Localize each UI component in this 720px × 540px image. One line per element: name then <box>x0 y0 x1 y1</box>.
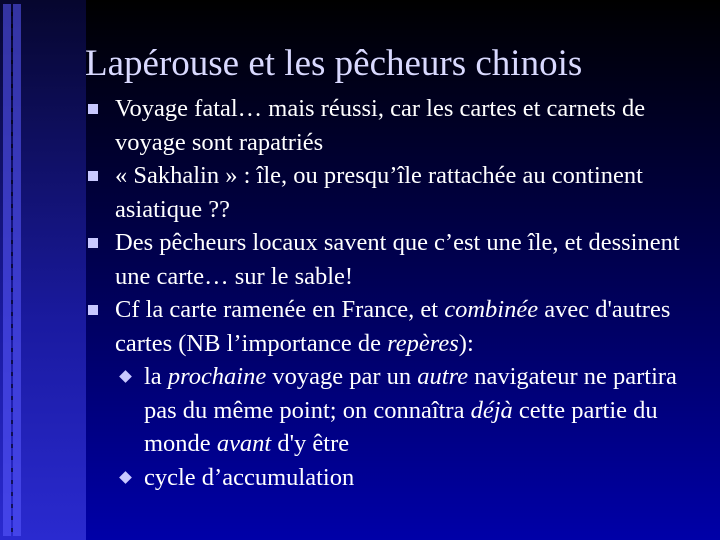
bullet-item-4 <box>85 293 695 360</box>
sub-bullet-item-2 <box>85 461 695 495</box>
emphasized-text: déjà <box>470 396 513 424</box>
diamond-bullet-icon <box>119 370 132 383</box>
text-segment: navigateur ne partira pas du même point; on connaîtra <box>144 363 677 424</box>
text-segment: Des pêcheurs locaux savent que c’est une île, et dessinent une carte… sur le sable! <box>115 229 680 290</box>
emphasized-text: autre <box>417 363 469 390</box>
emphasized-text: prochaine <box>167 363 267 390</box>
square-bullet-icon <box>88 104 98 114</box>
bullet-item-1 <box>85 92 695 159</box>
bullet-item-3 <box>85 226 695 293</box>
text-segment: cette partie du monde <box>144 396 658 457</box>
text-segment: Cf la carte ramenée en France, et <box>115 296 445 323</box>
emphasized-text: repères <box>387 329 459 357</box>
square-bullet-icon <box>88 171 98 181</box>
side-square-pattern <box>3 4 21 536</box>
square-bullet-icon <box>88 305 98 315</box>
bullet-item-2 <box>85 159 695 226</box>
text-segment: ): <box>458 329 474 357</box>
bullet-text-3 <box>115 229 680 290</box>
text-segment: la <box>144 363 168 390</box>
sub-bullet-item-1 <box>85 360 695 461</box>
text-segment: cycle d’accumulation <box>144 463 355 491</box>
text-segment: Voyage fatal… mais réussi, car les cartes et carnets de voyage sont rapatriés <box>115 95 646 156</box>
side-decoration-strip <box>0 0 86 540</box>
emphasized-text: combinée <box>444 296 539 323</box>
bullet-text-4 <box>115 296 670 357</box>
sub-bullet-text-2 <box>144 464 354 491</box>
bullet-text-1 <box>115 95 645 156</box>
sub-bullet-text-1 <box>144 363 677 457</box>
slide-content <box>85 92 695 494</box>
diamond-bullet-icon <box>119 471 132 484</box>
text-segment: « Sakhalin » : île, ou presqu’île rattachée au continent asiatique ?? <box>115 162 643 223</box>
text-segment: d'y être <box>271 430 350 457</box>
emphasized-text: avant <box>216 430 272 457</box>
square-bullet-icon <box>88 238 98 248</box>
slide-title: Lapérouse et les pêcheurs chinois <box>85 43 583 84</box>
text-segment: voyage par un <box>266 363 418 390</box>
bullet-text-2 <box>115 162 643 223</box>
text-segment: avec d'autres cartes (NB l’importance de <box>115 296 671 357</box>
